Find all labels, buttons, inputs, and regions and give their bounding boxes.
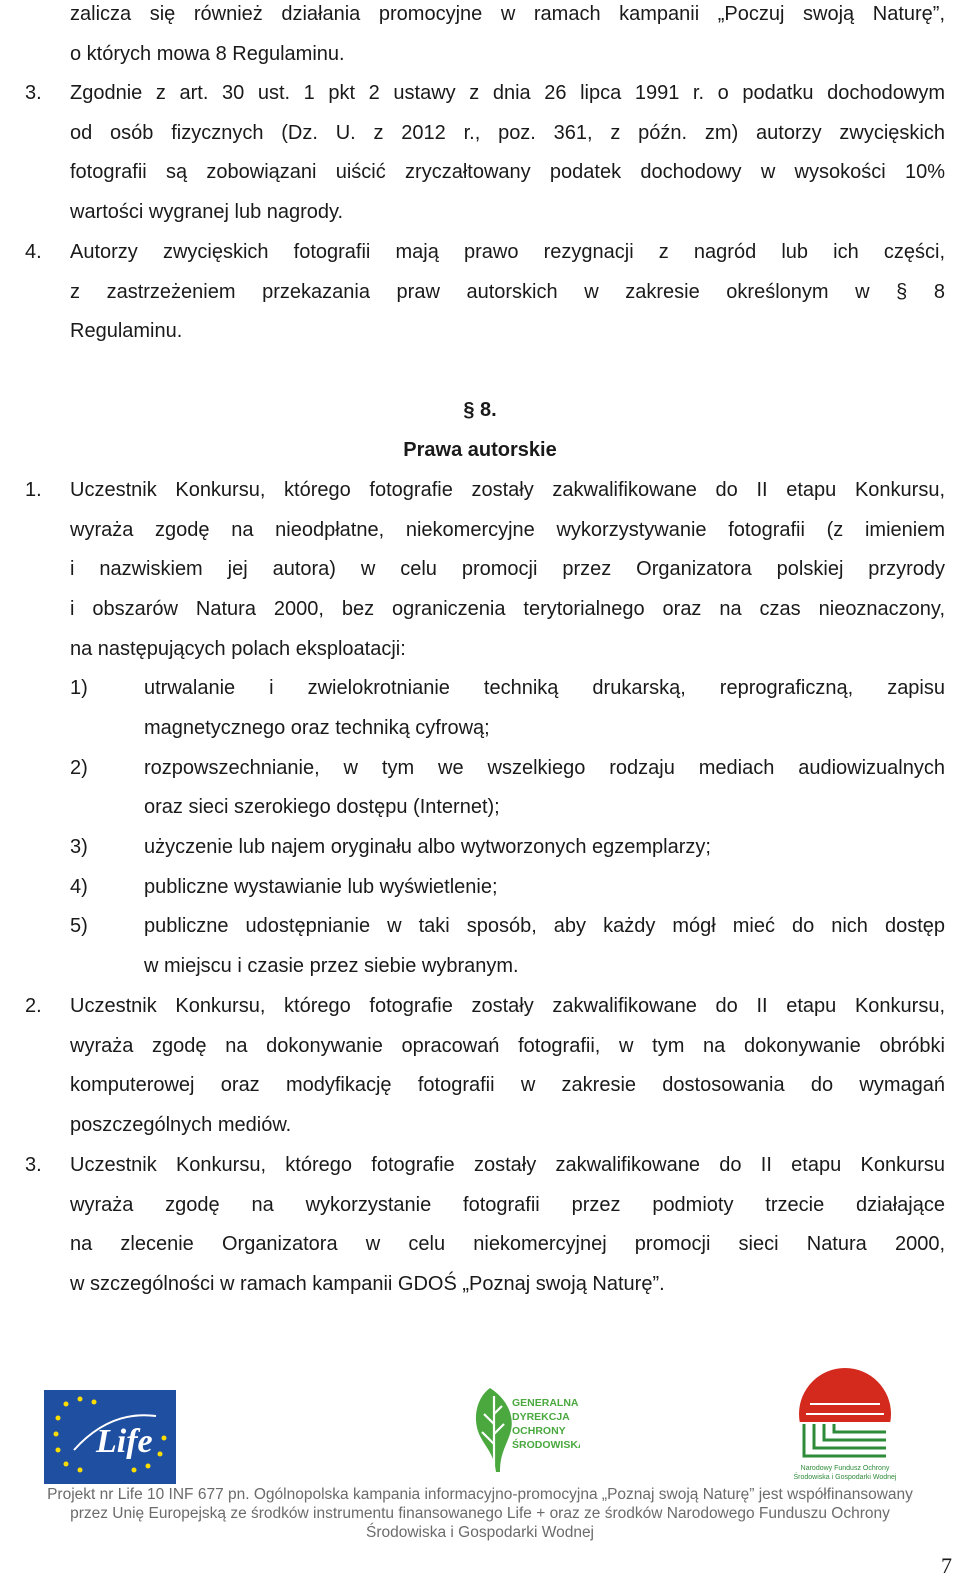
list-number: 3) bbox=[70, 836, 88, 858]
list-number: 5) bbox=[70, 915, 88, 937]
text-line: na następujących polach eksploatacji: bbox=[70, 638, 406, 660]
text-line: Zgodnie z art. 30 ust. 1 pkt 2 ustawy z dnia 26 lipca 1991 r. o podatku dochodowym bbox=[70, 82, 945, 104]
section-title: Prawa autorskie bbox=[403, 439, 557, 461]
nfos-text: Narodowy Fundusz Ochrony bbox=[800, 1465, 890, 1472]
text-line: z zastrzeżeniem przekazania praw autorskich w zakresie określonym w § 8 bbox=[70, 281, 945, 303]
text-line: o których mowa 8 Regulaminu. bbox=[70, 43, 345, 65]
list-item: oraz sieci szerokiego dostępu (Internet); bbox=[144, 796, 500, 818]
text-line: Uczestnik Konkursu, którego fotografie zostały zakwalifikowane do II etapu Konkursu, bbox=[70, 479, 945, 501]
gdos-logo bbox=[470, 1384, 580, 1476]
life-logo bbox=[44, 1390, 176, 1484]
footer-line: Środowiska i Gospodarki Wodnej bbox=[365, 1524, 595, 1541]
text-line: wyraża zgodę na nieodpłatne, niekomercyjne wykorzystywanie fotografii (z imieniem bbox=[70, 519, 945, 541]
gdos-text: DYREKCJA bbox=[512, 1411, 570, 1423]
gdos-text: ŚRODOWISKA bbox=[512, 1439, 580, 1451]
text-line: wyraża zgodę na dokonywanie opracowań fotografii, w tym na dokonywanie obróbki bbox=[70, 1035, 945, 1057]
nfos-logo bbox=[790, 1364, 900, 1484]
item-number: 4. bbox=[25, 241, 42, 263]
text-line: w szczególności w ramach kampanii GDOŚ „Poznaj swoją Naturę”. bbox=[70, 1273, 665, 1295]
text-line: na zlecenie Organizatora w celu niekomercyjnej promocji sieci Natura 2000, bbox=[70, 1233, 945, 1255]
list-item: rozpowszechnianie, w tym we wszelkiego rodzaju mediach audiowizualnych bbox=[144, 757, 945, 779]
text-line: zalicza się również działania promocyjne w ramach kampanii „Poczuj swoją Naturę”, bbox=[70, 3, 945, 25]
item-number: 3. bbox=[25, 82, 42, 104]
text-line: i nazwiskiem jej autora) w celu promocji przez Organizatora polskiej przyrody bbox=[70, 558, 945, 580]
gdos-text: OCHRONY bbox=[512, 1425, 566, 1437]
list-item: publiczne udostępnianie w taki sposób, aby każdy mógł mieć do nich dostęp bbox=[144, 915, 945, 937]
item-number: 2. bbox=[25, 995, 42, 1017]
list-item: publiczne wystawianie lub wyświetlenie; bbox=[144, 876, 498, 898]
section-number: § 8. bbox=[463, 399, 497, 421]
text-line: Regulaminu. bbox=[70, 320, 183, 342]
gdos-text: GENERALNA bbox=[512, 1397, 579, 1409]
footer-line: przez Unię Europejską ze środków instrumentu finansowanego Life + oraz ze środków Narodowego Funduszu Ochrony bbox=[70, 1505, 890, 1522]
item-number: 3. bbox=[25, 1154, 42, 1176]
list-item: w miejscu i czasie przez siebie wybranym. bbox=[144, 955, 519, 977]
life-logo-text: Life bbox=[96, 1423, 153, 1460]
item-number: 1. bbox=[25, 479, 42, 501]
text-line: fotografii są zobowiązani uiścić zryczałtowany podatek dochodowy w wysokości 10% bbox=[70, 161, 945, 183]
text-line: wartości wygranej lub nagrody. bbox=[70, 201, 344, 223]
text-line: i obszarów Natura 2000, bez ograniczenia terytorialnego oraz na czas nieoznaczony, bbox=[70, 598, 945, 620]
text-line: Uczestnik Konkursu, którego fotografie zostały zakwalifikowane do II etapu Konkursu, bbox=[70, 995, 945, 1017]
page-number: 7 bbox=[941, 1553, 952, 1578]
list-number: 2) bbox=[70, 757, 88, 779]
nfos-text: Środowiska i Gospodarki Wodnej bbox=[793, 1474, 897, 1481]
list-item: magnetycznego oraz techniką cyfrową; bbox=[144, 717, 490, 739]
text-line: Uczestnik Konkursu, którego fotografie zostały zakwalifikowane do II etapu Konkursu bbox=[70, 1154, 945, 1176]
text-line: komputerowej oraz modyfikację fotografii w zakresie dostosowania do wymagań bbox=[70, 1074, 945, 1096]
text-line: od osób fizycznych (Dz. U. z 2012 r., poz. 361, z późn. zm) autorzy zwycięskich bbox=[70, 122, 945, 144]
list-item: utrwalanie i zwielokrotnianie techniką drukarską, reprograficzną, zapisu bbox=[144, 677, 945, 699]
text-line: Autorzy zwycięskich fotografii mają prawo rezygnacji z nagród lub ich części, bbox=[70, 241, 945, 263]
text-line: wyraża zgodę na wykorzystanie fotografii przez podmioty trzecie działające bbox=[70, 1194, 945, 1216]
list-number: 4) bbox=[70, 876, 88, 898]
list-item: użyczenie lub najem oryginału albo wytworzonych egzemplarzy; bbox=[144, 836, 711, 858]
footer-line: Projekt nr Life 10 INF 677 pn. Ogólnopolska kampania informacyjno-promocyjna „Poznaj swoją Naturę” jest współfinansowany bbox=[47, 1486, 913, 1503]
text-line: poszczególnych mediów. bbox=[70, 1114, 292, 1136]
list-number: 1) bbox=[70, 677, 88, 699]
